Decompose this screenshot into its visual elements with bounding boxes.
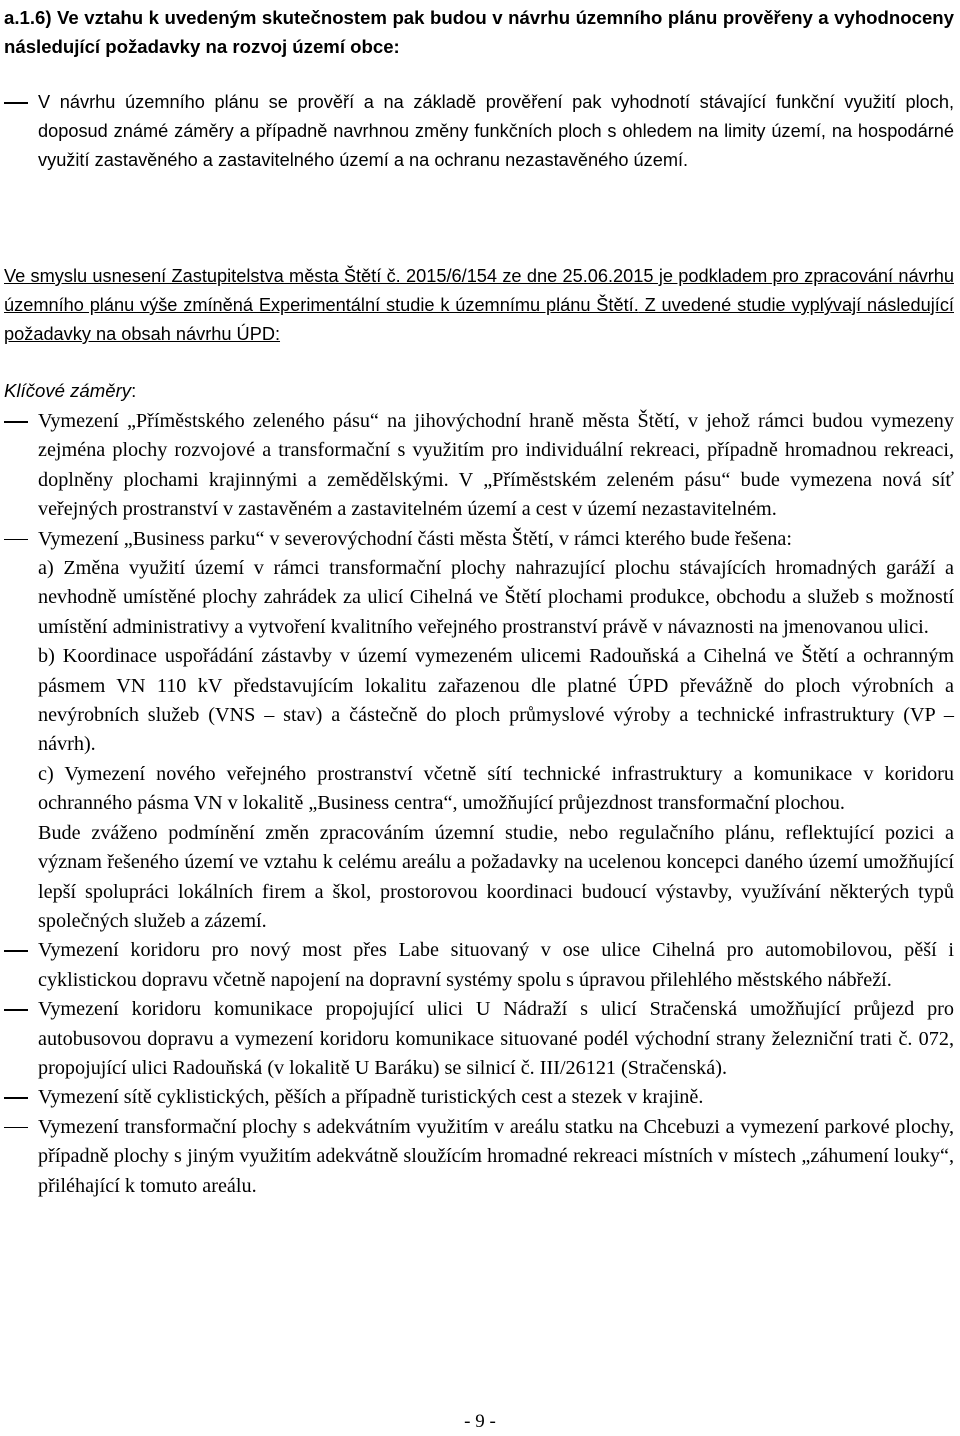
dash-bullet-icon (4, 407, 28, 436)
list-item (38, 995, 954, 1083)
dash-bullet-icon (4, 995, 28, 1024)
resolution-lead: Ve smyslu usnesení Zastupitelstva města Štětí č. 2015/6/154 ze dne 25.06.2015 je podkladem pro zpracování návrhu územního plánu výše zmíněná Experimentální studie k územnímu plánu Štětí. (4, 266, 954, 315)
resolution-tail: Z uvedené studie vyplývají následující požadavky na obsah návrhu ÚPD: (4, 295, 954, 344)
list-item-text: Vymezení sítě cyklistických, pěších a případně turistických cest a stezek v krajině. (38, 1086, 704, 1109)
dash-bullet-icon (4, 936, 28, 965)
resolution-paragraph (4, 262, 954, 349)
section-heading: a.1.6) Ve vztahu k uvedeným skutečnostem pak budou v návrhu územního plánu prověřeny a vyhodnoceny následující požadavky na rozvoj území obce: (4, 7, 954, 57)
intro-bullet (38, 88, 954, 175)
list-item-text: Vymezení transformační plochy s adekvátním využitím v areálu statku na Chcebuzi a vymezení parkové plochy, případně plochy s jiným využitím adekvátně sloužícím hromadné rekreaci místních v místech „záhumení louky“, přiléhající k tomuto areálu. (38, 1115, 954, 1197)
list-item (38, 525, 954, 554)
sub-item-a: a) Změna využití území v rámci transformační plochy nahrazující plochu stávajících hromadných garáží a nevhodně umístěné plochy zahrádek za ulicí Cihelná ve Štětí plochami produkce, obchodu a služeb s možností umístění administrativy a vytvoření kvalitního veřejného prostranství právě v návaznosti na jmenovanou ulici. (38, 557, 954, 638)
key-intentions-label: Klíčové záměry: (4, 380, 137, 401)
dash-bullet-icon (4, 1083, 28, 1112)
list-item-text: Vymezení koridoru komunikace propojující ulici U Nádraží s ulicí Stračenská umožňující průjezd pro autobusovou dopravu a vymezení koridoru komunikace situované podél východní strany železniční trati č. 072, propojující ulici Radouňská (v lokalitě U Baráku) se silnicí č. III/26121 (Stračenská). (38, 998, 954, 1079)
dash-bullet-icon (4, 525, 28, 554)
sub-item-c: c) Vymezení nového veřejného prostranství včetně sítí technické infrastruktury a komunikace v koridoru ochranného pásma VN v lokalitě „Business centra“, umožňující průjezdnost transformační plochou. (38, 762, 954, 815)
dash-bullet-icon (4, 1113, 28, 1142)
list-item (38, 1083, 954, 1112)
list-item (38, 1113, 954, 1201)
list-item-text: Vymezení koridoru pro nový most přes Labe situovaný v ose ulice Cihelná pro automobilovou, pěší i cyklistickou dopravu včetně napojení na dopravní systémy spolu s úpravou přilehlého městského nábřeží. (38, 939, 954, 991)
list-item (38, 936, 954, 995)
list-item-text: Vymezení „Příměstského zeleného pásu“ na jihovýchodní hraně města Štětí, v jehož rámci budou vymezeny zejména plochy rozvojové a transformační s využitím pro individuální rekreaci, případně hromadnou rekreaci, doplněny plochami krajinnými a zemědělskými. V „Příměstském zeleném pásu“ bude vymezena nová síť veřejných prostranství v zastavěném a zastavitelném území a cest v území nezastavitelném. (38, 410, 954, 521)
sub-item-b: b) Koordinace uspořádání zástavby v území vymezeném ulicemi Radouňská a Cihelná ve Štětí a ochranným pásmem VN 110 kV představujícím lokalitu zařazenou dle platné ÚPD převážně do ploch výrobních a nevýrobních služeb (VNS – stav) a částečně do ploch průmyslové výroby a technické infrastruktury (VP – návrh). (38, 645, 954, 756)
dash-bullet-icon (4, 88, 28, 117)
list-item (38, 407, 954, 525)
list-item-text: Vymezení „Business parku“ v severovýchodní části města Štětí, v rámci kterého bude řešena: (38, 527, 792, 550)
key-items-list (38, 407, 954, 1201)
intro-bullet-text: V návrhu územního plánu se prověří a na základě prověření pak vyhodnotí stávající funkční využití ploch, doposud známé záměry a případně navrhnou změny funkčních ploch s ohledem na limity území, na hospodárné využití zastavěného a zastavitelného území a na ochranu nezastavěného území. (38, 92, 954, 170)
sub-note: Bude zváženo podmínění změn zpracováním územní studie, nebo regulačního plánu, reflektující pozici a význam řešeného území ve vztahu k celému areálu a požadavky na ucelenou koncepci daného území umožňující lepší spolupráci lokálních firem a škol, prostorovou koordinaci budoucí výstavby, využívání některých typů společných služeb a zázemí. (38, 821, 954, 932)
page-number: - 9 - (464, 1411, 496, 1432)
